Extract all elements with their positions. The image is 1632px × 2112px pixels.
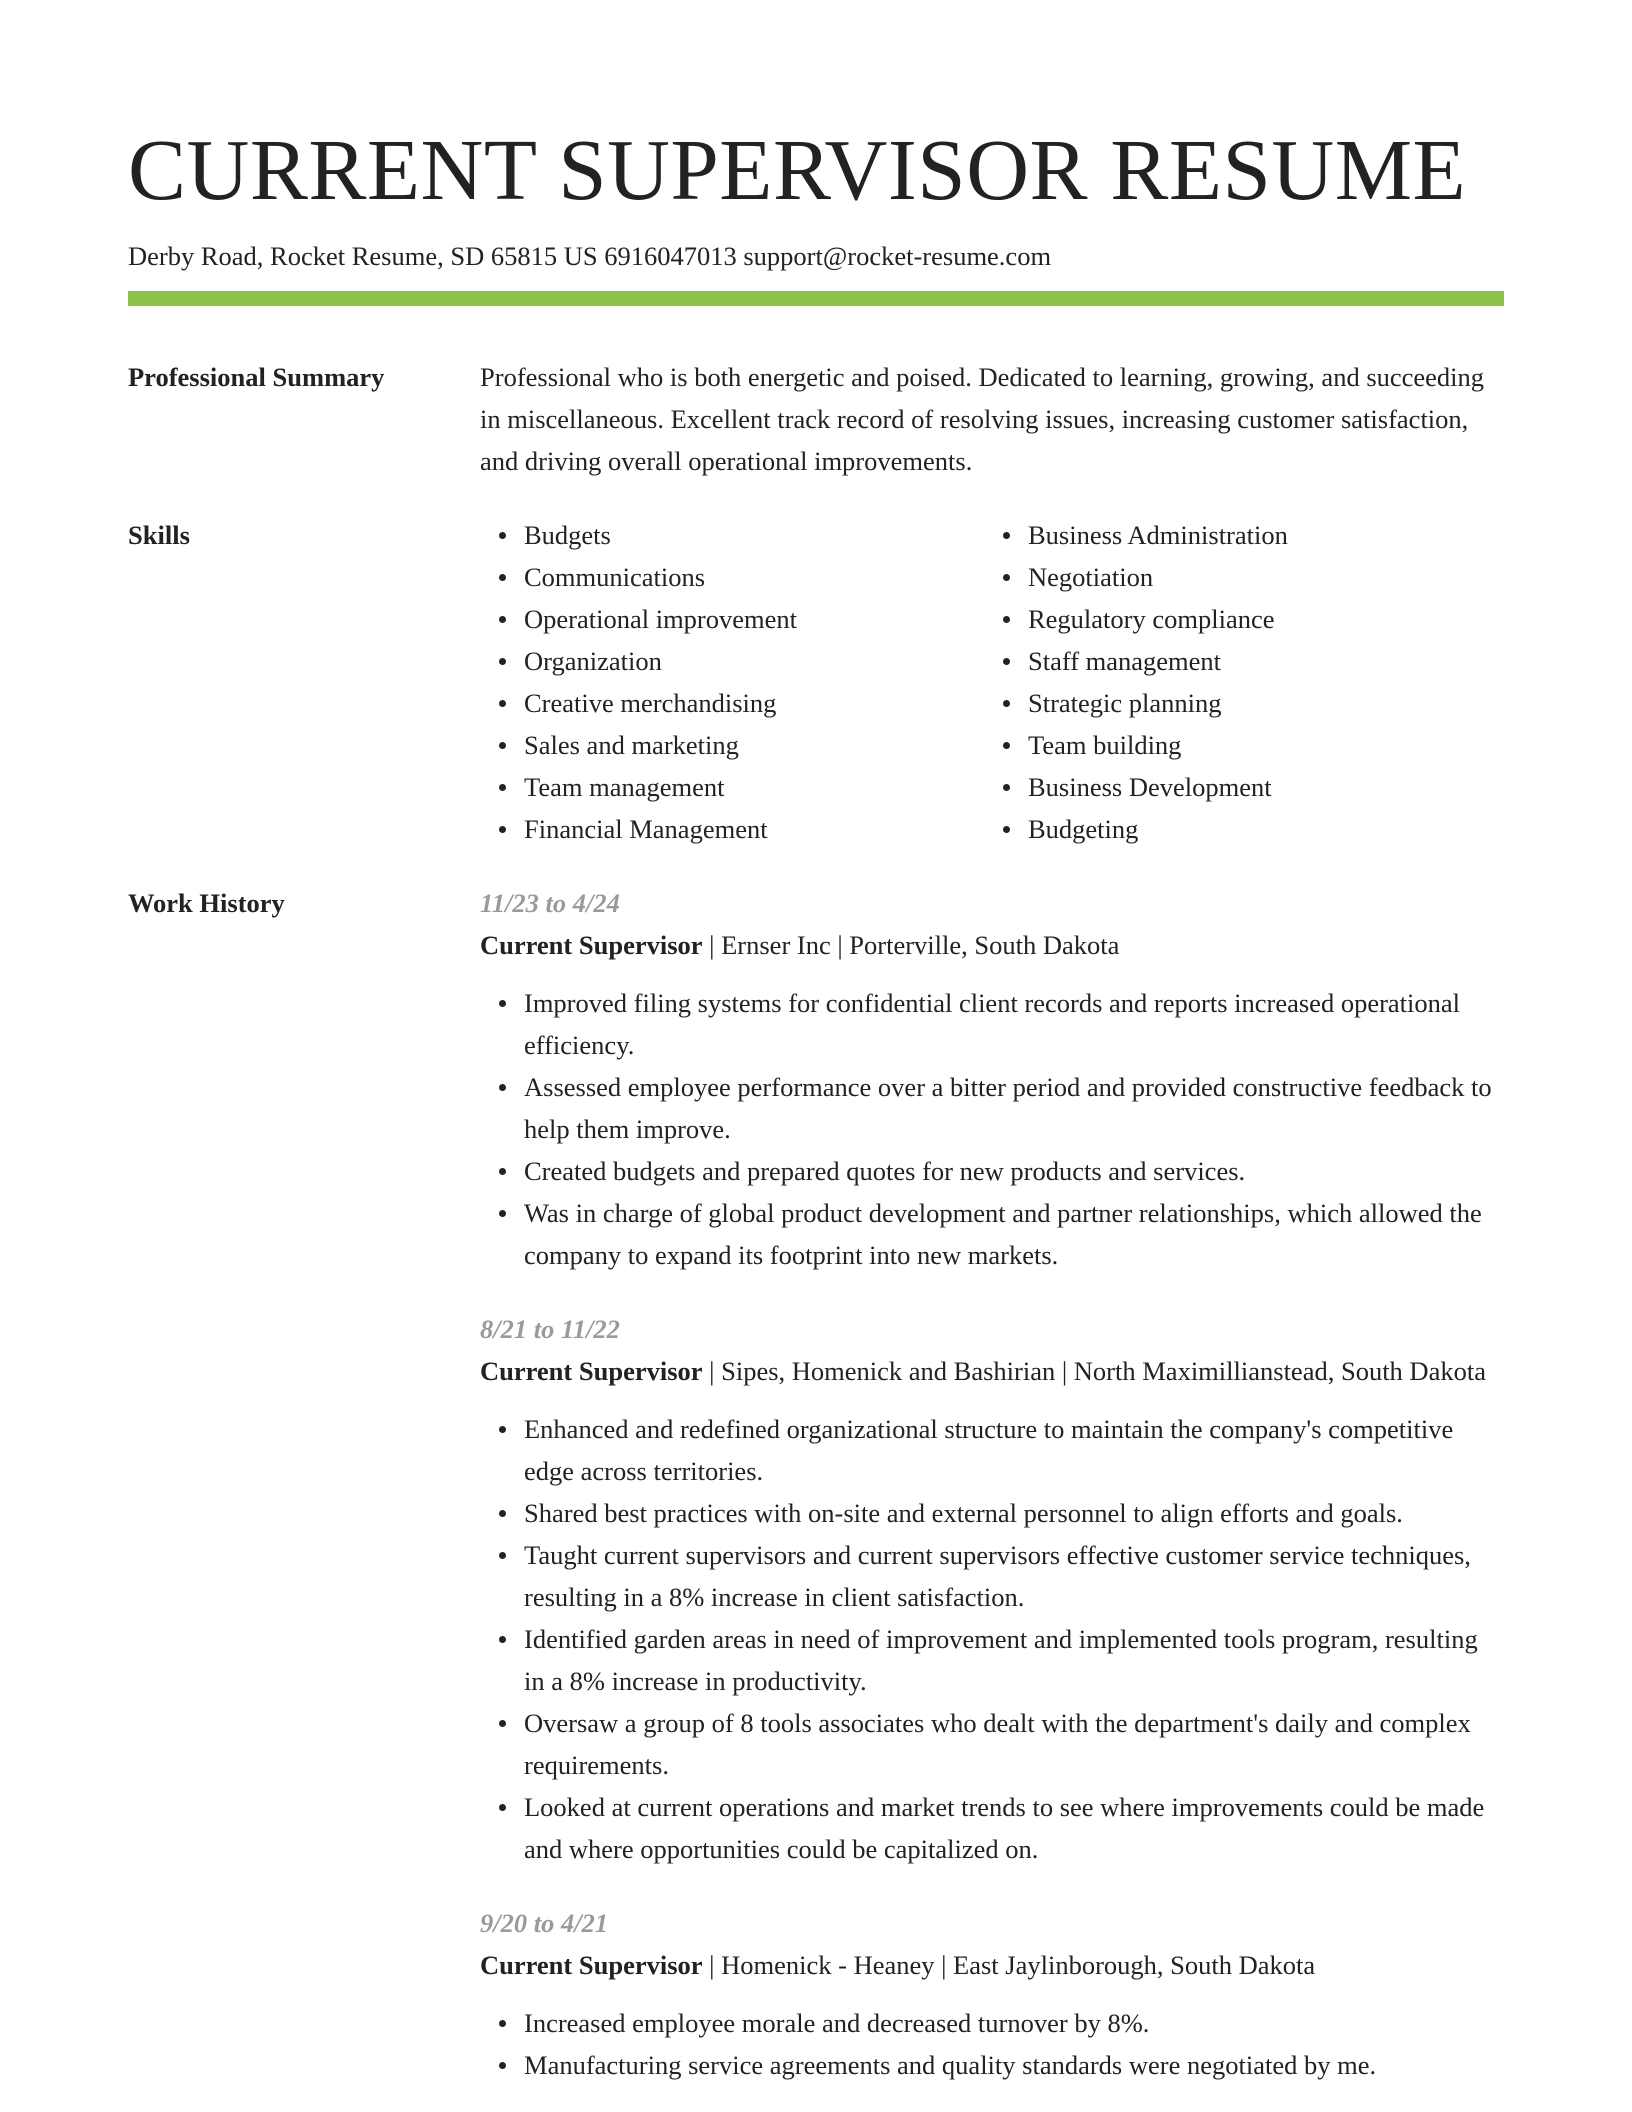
- skill-item: Financial Management: [480, 808, 984, 850]
- duty-item: Identified garden areas in need of improvement and implemented tools program, resulting in a 8% increase in productivity.: [480, 1618, 1504, 1702]
- duty-item: Enhanced and redefined organizational structure to maintain the company's competitive edge across territories.: [480, 1408, 1504, 1492]
- section-label-work-history: Work History: [128, 888, 285, 918]
- job-entry: [480, 882, 1504, 1276]
- duty-item: Increased employee morale and decreased turnover by 8%.: [480, 2002, 1504, 2044]
- job-company-location: | Ernser Inc | Porterville, South Dakota: [702, 930, 1120, 960]
- duty-item: Created budgets and prepared quotes for new products and services.: [480, 1150, 1504, 1192]
- job-title: Current Supervisor: [480, 1950, 703, 1980]
- job-company-location: | Sipes, Homenick and Bashirian | North Maximillianstead, South Dakota: [702, 1356, 1486, 1386]
- skill-item: Budgeting: [984, 808, 1488, 850]
- job-title: Current Supervisor: [480, 930, 703, 960]
- skill-item: Communications: [480, 556, 984, 598]
- skill-item: Staff management: [984, 640, 1488, 682]
- skills-list-right: [984, 514, 1488, 850]
- contact-line: Derby Road, Rocket Resume, SD 65815 US 6916047013 support@rocket-resume.com: [128, 241, 1052, 271]
- skills-section: [128, 514, 1504, 850]
- skill-item: Business Administration: [984, 514, 1488, 556]
- skill-item: Operational improvement: [480, 598, 984, 640]
- skill-item: Negotiation: [984, 556, 1488, 598]
- job-dates: 9/20 to 4/21: [480, 1908, 609, 1938]
- duty-item: Improved filing systems for confidential client records and reports increased operational efficiency.: [480, 982, 1504, 1066]
- duty-item: Looked at current operations and market trends to see where improvements could be made and where opportunities could be capitalized on.: [480, 1786, 1504, 1870]
- skill-item: Team building: [984, 724, 1488, 766]
- job-entry: [480, 1308, 1504, 1870]
- skills-list-left: [480, 514, 984, 850]
- job-entry: [480, 1902, 1504, 2086]
- duty-item: Oversaw a group of 8 tools associates who dealt with the department's daily and complex requirements.: [480, 1702, 1504, 1786]
- accent-divider: [128, 291, 1504, 306]
- job-company-location: | Homenick - Heaney | East Jaylinborough, South Dakota: [702, 1950, 1316, 1980]
- duty-item: Was in charge of global product development and partner relationships, which allowed the company to expand its footprint into new markets.: [480, 1192, 1504, 1276]
- work-history-section: [128, 882, 1504, 2086]
- skill-item: Regulatory compliance: [984, 598, 1488, 640]
- summary-text: Professional who is both energetic and poised. Dedicated to learning, growing, and succeeding in miscellaneous. Excellent track record of resolving issues, increasing customer satisfaction, and driving overall operational improvements.: [480, 362, 1485, 476]
- skill-item: Creative merchandising: [480, 682, 984, 724]
- duty-item: Assessed employee performance over a bitter period and provided constructive feedback to help them improve.: [480, 1066, 1504, 1150]
- work-history-entries: [480, 882, 1504, 2086]
- job-duties-list: [480, 982, 1504, 1276]
- job-duties-list: [480, 1408, 1504, 1870]
- job-dates: 11/23 to 4/24: [480, 888, 620, 918]
- job-title: Current Supervisor: [480, 1356, 703, 1386]
- duty-item: Manufacturing service agreements and quality standards were negotiated by me.: [480, 2044, 1504, 2086]
- job-heading: [480, 1350, 1504, 1392]
- job-dates: 8/21 to 11/22: [480, 1314, 620, 1344]
- skill-item: Organization: [480, 640, 984, 682]
- job-duties-list: [480, 2002, 1504, 2086]
- job-heading: [480, 1944, 1504, 1986]
- job-heading: [480, 924, 1504, 966]
- skill-item: Budgets: [480, 514, 984, 556]
- skills-columns: [480, 514, 1504, 850]
- duty-item: Taught current supervisors and current supervisors effective customer service techniques, resulting in a 8% increase in client satisfaction.: [480, 1534, 1504, 1618]
- skill-item: Strategic planning: [984, 682, 1488, 724]
- professional-summary-section: [128, 356, 1504, 482]
- skill-item: Team management: [480, 766, 984, 808]
- skill-item: Business Development: [984, 766, 1488, 808]
- duty-item: Shared best practices with on-site and external personnel to align efforts and goals.: [480, 1492, 1504, 1534]
- resume-page: [128, 120, 1504, 2086]
- section-label-skills: Skills: [128, 520, 190, 550]
- resume-title: CURRENT SUPERVISOR RESUME: [128, 121, 1467, 218]
- skill-item: Sales and marketing: [480, 724, 984, 766]
- section-label-summary: Professional Summary: [128, 362, 385, 392]
